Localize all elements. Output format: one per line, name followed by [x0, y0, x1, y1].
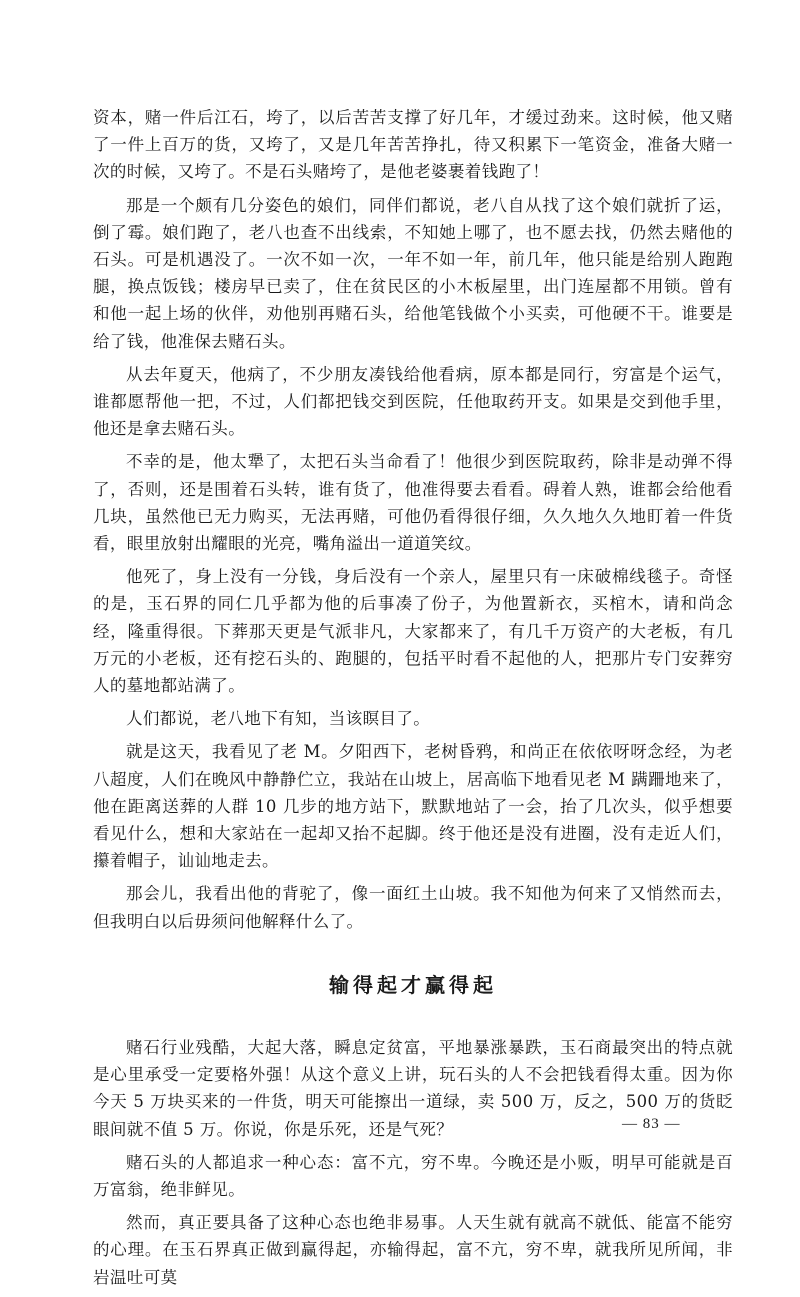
- paragraph-5: 他死了，身上没有一分钱，身后没有一个亲人，屋里只有一床破棉线毯子。奇怪的是，玉石界的同仁几乎都为他的后事凑了份子，为他置新衣，买棺木，请和尚念经，隆重得很。下葬那天更是气派非凡，大家都来了，有几千万资产的大老板，有几万元的小老板，还有挖石头的、跑腿的，包括平时看不起他的人，把那片专门安葬穷人的墓地都站满了。: [93, 567, 733, 696]
- paragraph-10: 赌石头的人都追求一种心态：富不亢，穷不卑。今晚还是小贩，明早可能就是百万富翁，绝非鲜见。: [93, 1152, 733, 1199]
- section-title: 输得起才赢得起: [329, 972, 497, 997]
- paragraph-7: 就是这天，我看见了老 M。夕阳西下，老树昏鸦，和尚正在依依呀呀念经，为老八超度，人们在晚风中静静伫立，我站在山坡上，居高临下地看见老 M 蹒跚地来了，他在距离送葬的人群 10 几步的地方站下，默默地站了一会，抬了几次头，似乎想要看见什么，想和大家站在一起却又抬不起脚。终于他还是没有进圈，没有走近人们，攥着帽子，讪讪地走去。: [93, 742, 733, 871]
- paragraph-3: 从去年夏天，他病了，不少朋友凑钱给他看病，原本都是同行，穷富是个运气，谁都愿帮他一把，不过，人们都把钱交到医院，任他取药开支。如果是交到他手里，他还是拿去赌石头。: [93, 364, 733, 439]
- paragraph-9: 赌石行业残酷，大起大落，瞬息定贫富，平地暴涨暴跌，玉石商最突出的特点就是心里承受一定要格外强！从这个意义上讲，玩石头的人不会把钱看得太重。因为你今天 5 万块买来的一件货，明天可能擦出一道绿，卖 500 万，反之，500 万的货眨眼间就不值 5 万。你说，你是乐死，还是气死？: [93, 1037, 733, 1139]
- paragraph-2: 那是一个颇有几分姿色的娘们，同伴们都说，老八自从找了这个娘们就折了运，倒了霉。娘们跑了，老八也查不出线索，不知她上哪了，也不愿去找，仍然去赌他的石头。可是机遇没了。一次不如一次，一年不如一年，前几年，他只能是给别人跑跑腿，换点饭钱；楼房早已卖了，住在贫民区的小木板屋里，出门连屋都不用锁。曾有和他一起上场的伙伴，劝他别再赌石头，给他笔钱做个小买卖，可他硬不干。谁要是给了钱，他准保去赌石头。: [93, 195, 733, 351]
- paragraph-8: 那会儿，我看出他的背驼了，像一面红土山坡。我不知他为何来了又悄然而去，但我明白以后毋须问他解释什么了。: [93, 884, 733, 931]
- paragraph-6: 人们都说，老八地下有知，当该瞑目了。: [126, 709, 431, 729]
- page-number: — 83 —: [622, 1116, 681, 1132]
- paragraph-4: 不幸的是，他太犟了，太把石头当命看了！他很少到医院取药，除非是动弹不得了，否则，还是围着石头转，谁有货了，他准得要去看看。碍着人熟，谁都会给他看几块，虽然他已无力购买，无法再赌，可他仍看得很仔细，久久地久久地盯着一件货看，眼里放射出耀眼的光亮，嘴角溢出一道道笑纹。: [93, 452, 733, 554]
- paragraph-11: 然而，真正要具备了这种心态也绝非易事。人天生就有就高不就低、能富不能穷的心理。在玉石界真正做到赢得起，亦输得起，富不亢，穷不卑，就我所见所闻，非岩温吐可莫: [93, 1213, 733, 1287]
- paragraph-1: 资本，赌一件后江石，垮了，以后苦苦支撑了好几年，才缓过劲来。这时候，他又赌了一件上百万的货，又垮了，又是几年苦苦挣扎，待又积累下一笔资金，准备大赌一次的时候，又垮了。不是石头赌垮了，是他老婆裹着钱跑了！: [93, 108, 733, 182]
